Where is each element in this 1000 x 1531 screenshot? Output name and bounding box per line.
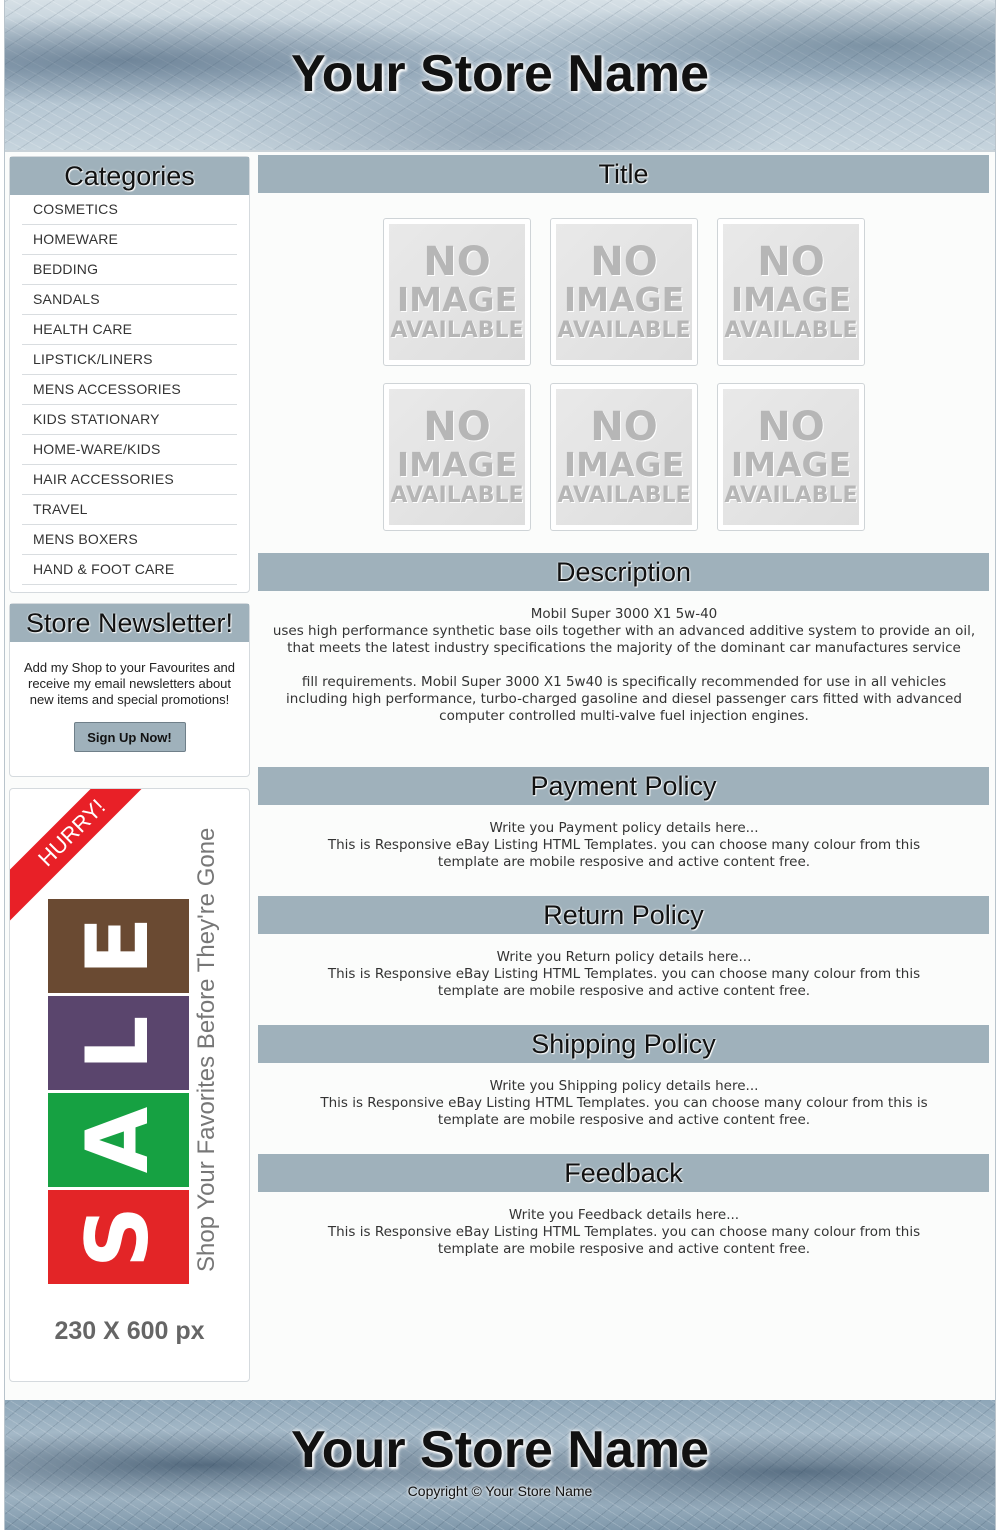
category-item-sandals[interactable]: SANDALS [22, 285, 237, 315]
newsletter-text: Add my Shop to your Favourites and receive my email newsletters about new items and special promotions! [24, 660, 236, 707]
shipping-policy-line-2: This is Responsive eBay Listing HTML Templates. you can choose many colour from this is template are mobile resposive and active content free. [320, 1095, 928, 1128]
category-item-lipstick-liners[interactable]: LIPSTICK/LINERS [22, 345, 237, 375]
shipping-policy-line-1: Write you Shipping policy details here... [489, 1078, 759, 1094]
category-item-kids-stationary[interactable]: KIDS STATIONARY [22, 405, 237, 435]
category-item-cosmetics[interactable]: COSMETICS [22, 195, 237, 225]
header-banner [5, 0, 995, 152]
category-item-bedding[interactable]: BEDDING [22, 255, 237, 285]
no-image-placeholder: NO IMAGE AVAILABLE [389, 224, 525, 360]
ad-size-label: 230 X 600 px [54, 1317, 205, 1345]
sale-letter-e: E [48, 899, 189, 993]
no-image-placeholder: NO IMAGE AVAILABLE [556, 389, 692, 525]
product-image-6[interactable] [717, 383, 865, 531]
category-item-mens-boxers[interactable]: MENS BOXERS [22, 525, 237, 555]
feedback-line-2: This is Responsive eBay Listing HTML Templates. you can choose many colour from this template are mobile resposive and active content free. [327, 1224, 921, 1257]
return-policy-body [320, 949, 928, 1000]
no-image-placeholder: NO IMAGE AVAILABLE [389, 389, 525, 525]
category-list [10, 195, 249, 585]
category-item-hand-foot-care[interactable]: HAND & FOOT CARE [22, 555, 237, 585]
description-paragraph-2: fill requirements. Mobil Super 3000 X1 5w40 is specifically recommended for use in all vehicles including high performance, turbo-charged gasoline and diesel passenger cars fitted with advanced computer controlled multi-valve fuel injection engines. [286, 674, 962, 724]
sale-tile-e [48, 899, 189, 993]
categories-panel [9, 156, 250, 593]
newsletter-title: Store Newsletter! [10, 604, 249, 642]
sign-up-button[interactable]: Sign Up Now! [74, 722, 186, 752]
return-policy-line-2: This is Responsive eBay Listing HTML Templates. you can choose many colour from this template are mobile resposive and active content free. [327, 966, 921, 999]
category-item-homeware[interactable]: HOMEWARE [22, 225, 237, 255]
newsletter-panel [9, 603, 250, 777]
category-item-travel[interactable]: TRAVEL [22, 495, 237, 525]
sale-ad-banner[interactable] [9, 788, 250, 1382]
product-image-3[interactable] [717, 218, 865, 366]
description-paragraph-1: uses high performance synthetic base oils together with an advanced additive system to provide an oil, that meets the latest industry specifications the majority of the dominant car manufactures service [272, 623, 976, 656]
return-policy-heading: Return Policy [258, 896, 989, 934]
hurry-ribbon: HURRY! [9, 788, 163, 924]
sale-letter-s: S [48, 1190, 189, 1284]
sale-letter-a: A [48, 1093, 189, 1187]
feedback-line-1: Write you Feedback details here... [508, 1207, 740, 1223]
no-image-placeholder: NO IMAGE AVAILABLE [556, 224, 692, 360]
product-image-2[interactable] [550, 218, 698, 366]
sale-tile-a [48, 1093, 189, 1187]
sale-letter-l: L [48, 996, 189, 1090]
category-item-health-care[interactable]: HEALTH CARE [22, 315, 237, 345]
payment-policy-line-1: Write you Payment policy details here... [489, 820, 759, 836]
payment-policy-line-2: This is Responsive eBay Listing HTML Templates. you can choose many colour from this template are mobile resposive and active content free. [327, 837, 921, 870]
product-title: Title [258, 155, 989, 193]
copyright-text: Copyright © Your Store Name [407, 1483, 593, 1499]
categories-title: Categories [10, 157, 249, 195]
sale-tile-s [48, 1190, 189, 1284]
return-policy-line-1: Write you Return policy details here... [496, 949, 752, 965]
sale-tile-l [48, 996, 189, 1090]
feedback-heading: Feedback [258, 1154, 989, 1192]
payment-policy-heading: Payment Policy [258, 767, 989, 805]
category-item-home-ware-kids[interactable]: HOME-WARE/KIDS [22, 435, 237, 465]
shipping-policy-heading: Shipping Policy [258, 1025, 989, 1063]
no-image-placeholder: NO IMAGE AVAILABLE [723, 224, 859, 360]
description-product-name: Mobil Super 3000 X1 5w-40 [530, 606, 718, 622]
store-name-header: Your Store Name [290, 45, 710, 103]
product-image-4[interactable] [383, 383, 531, 531]
category-item-mens-accessories[interactable]: MENS ACCESSORIES [22, 375, 237, 405]
sale-tagline: Shop Your Favorites Before They're Gone [193, 827, 220, 1272]
product-image-1[interactable] [383, 218, 531, 366]
category-item-hair-accessories[interactable]: HAIR ACCESSORIES [22, 465, 237, 495]
description-body [270, 606, 978, 725]
no-image-placeholder: NO IMAGE AVAILABLE [723, 389, 859, 525]
payment-policy-body [320, 820, 928, 871]
shipping-policy-body [320, 1078, 928, 1129]
product-image-5[interactable] [550, 383, 698, 531]
footer-banner [5, 1400, 995, 1530]
description-heading: Description [258, 553, 989, 591]
store-name-footer: Your Store Name [290, 1421, 710, 1479]
feedback-body [320, 1207, 928, 1258]
